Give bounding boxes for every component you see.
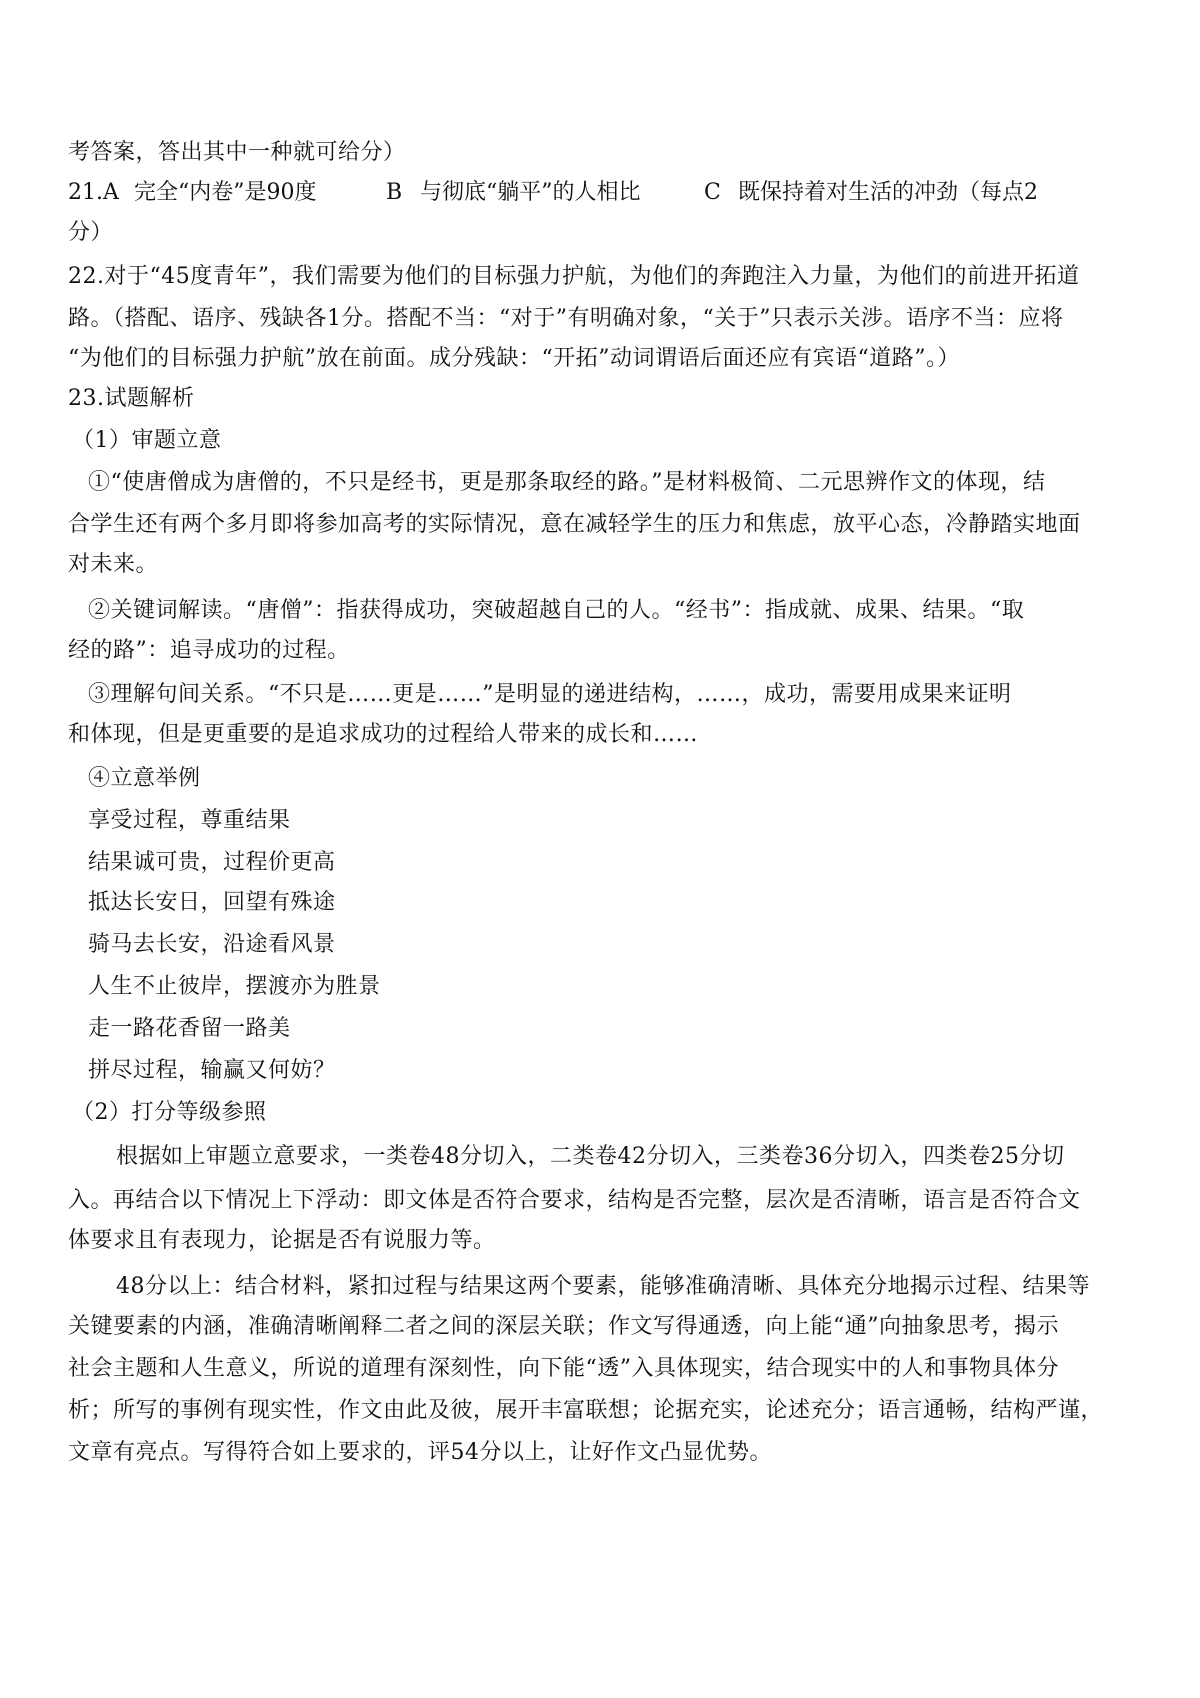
q21-label-c: C bbox=[704, 180, 721, 205]
q21-row bbox=[68, 178, 1138, 208]
text-line: 入。再结合以下情况上下浮动：即文体是否符合要求，结构是否完整，层次是否清晰，语言是否符合文 bbox=[68, 1188, 1081, 1213]
text-line: 社会主题和人生意义，所说的道理有深刻性，向下能“透”入具体现实，结合现实中的人和事物具体分 bbox=[68, 1356, 1059, 1381]
text-line: 关键要素的内涵，准确清晰阐释二者之间的深层关联；作文写得通透，向上能“通”向抽象思考，揭示 bbox=[68, 1314, 1059, 1339]
q21-answer-b: 与彻底“躺平”的人相比 bbox=[420, 180, 641, 205]
text-line: 22.对于“45度青年”，我们需要为他们的目标强力护航，为他们的奔跑注入力量，为他们的前进开拓道 bbox=[68, 264, 1080, 289]
example-line: 享受过程，尊重结果 bbox=[88, 808, 291, 833]
text-line: ③理解句间关系。“不只是……更是……”是明显的递进结构，……，成功，需要用成果来证明 bbox=[88, 682, 1012, 707]
text-line: 对未来。 bbox=[68, 552, 159, 577]
text-line: “为他们的目标强力护航”放在前面。成分残缺：“开拓”动词谓语后面还应有宾语“道路”。） bbox=[68, 346, 960, 371]
section-heading: （2）打分等级参照 bbox=[72, 1100, 267, 1125]
example-line: 结果诚可贵，过程价更高 bbox=[88, 850, 336, 875]
text-line: 经的路”：追寻成功的过程。 bbox=[68, 638, 350, 663]
q21-label-b: B bbox=[386, 180, 403, 205]
example-line: 人生不止彼岸，摆渡亦为胜景 bbox=[88, 974, 381, 999]
text-line: 析；所写的事例有现实性，作文由此及彼，展开丰富联想；论据充实，论述充分；语言通畅，结构严谨， bbox=[68, 1398, 1104, 1423]
text-line: 体要求且有表现力，论据是否有说服力等。 bbox=[68, 1228, 496, 1253]
text-line: 48分以上：结合材料，紧扣过程与结果这两个要素，能够准确清晰、具体充分地揭示过程、结果等 bbox=[116, 1274, 1090, 1299]
text-line: ②关键词解读。“唐僧”：指获得成功，突破超越自己的人。“经书”：指成就、成果、结果。“取 bbox=[88, 598, 1025, 623]
text-line: ①“使唐僧成为唐僧的，不只是经书，更是那条取经的路。”是材料极简、二元思辨作文的体现，结 bbox=[88, 470, 1046, 495]
q21-number: 21.A bbox=[68, 180, 119, 205]
text-line: 考答案，答出其中一种就可给分） bbox=[68, 140, 406, 165]
text-line: 根据如上审题立意要求，一类卷48分切入，二类卷42分切入，三类卷36分切入，四类卷25分切 bbox=[116, 1144, 1065, 1169]
text-line: 合学生还有两个多月即将参加高考的实际情况，意在减轻学生的压力和焦虑，放平心态，冷静踏实地面 bbox=[68, 512, 1081, 537]
section-heading: （1）审题立意 bbox=[72, 428, 222, 453]
example-line: 抵达长安日，回望有殊途 bbox=[88, 890, 336, 915]
q21-answer-c: 既保持着对生活的冲劲（每点2 bbox=[738, 180, 1038, 205]
example-line: 拼尽过程，输赢又何妨？ bbox=[88, 1058, 336, 1083]
section-heading: 23.试题解析 bbox=[68, 386, 195, 411]
section-heading: ④立意举例 bbox=[88, 766, 201, 791]
example-line: 骑马去长安，沿途看风景 bbox=[88, 932, 336, 957]
q21-answer-a: 完全“内卷”是90度 bbox=[134, 180, 317, 205]
text-line: 文章有亮点。写得符合如上要求的，评54分以上，让好作文凸显优势。 bbox=[68, 1440, 772, 1465]
text-line: 路。（搭配、语序、残缺各1分。搭配不当：“对于”有明确对象，“关于”只表示关涉。语序不当：应将 bbox=[68, 306, 1064, 331]
text-line: 分） bbox=[68, 220, 114, 245]
example-line: 走一路花香留一路美 bbox=[88, 1016, 291, 1041]
text-line: 和体现，但是更重要的是追求成功的过程给人带来的成长和…… bbox=[68, 722, 699, 747]
